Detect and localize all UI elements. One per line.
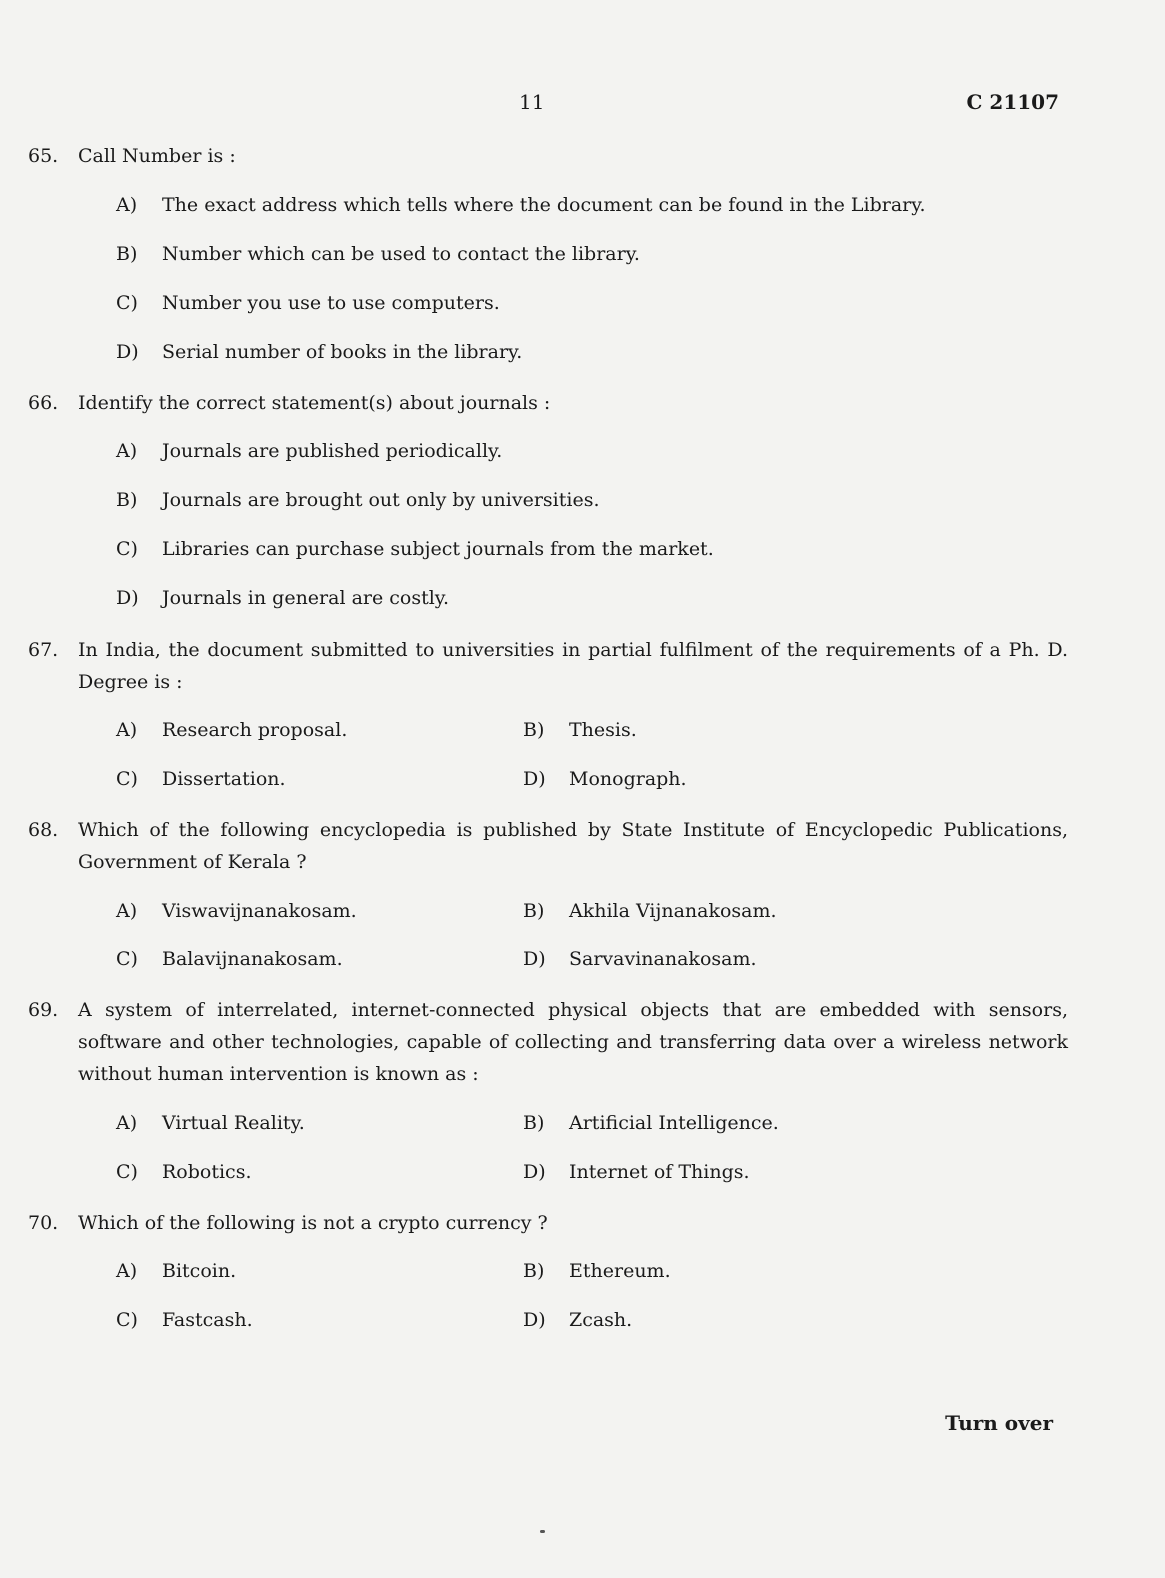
option-d: [523, 945, 757, 973]
question-text: In India, the document submitted to universities in partial fulfilment of the requirements of a Ph. D. Degree is :: [78, 639, 1068, 693]
option-letter: A): [116, 1260, 138, 1282]
question-number: 66.: [28, 392, 59, 414]
question-text: Which of the following is not a crypto currency ?: [78, 1212, 548, 1234]
question-68: [28, 814, 1068, 878]
option-text: Number you use to use computers.: [162, 292, 500, 314]
option-letter: B): [116, 243, 138, 265]
option-letter: B): [116, 489, 138, 511]
option-text: Akhila Vijnanakosam.: [569, 900, 777, 922]
option-letter: C): [116, 1309, 138, 1331]
option-c: [116, 945, 343, 973]
option-letter: D): [523, 948, 546, 970]
question-66: [28, 387, 1068, 419]
option-text: Journals in general are costly.: [162, 587, 450, 609]
option-c: [116, 765, 286, 793]
option-letter: C): [116, 768, 138, 790]
option-letter: D): [523, 1161, 546, 1183]
question-70: [28, 1207, 1068, 1239]
option-d: [523, 1306, 632, 1334]
question-number: 67.: [28, 639, 59, 661]
option-text: Ethereum.: [569, 1260, 671, 1282]
option-text: Dissertation.: [162, 768, 286, 790]
option-letter: B): [523, 719, 545, 741]
option-c: [116, 535, 714, 563]
option-a: [116, 716, 347, 744]
option-text: Zcash.: [569, 1309, 633, 1331]
question-text: Identify the correct statement(s) about journals :: [78, 392, 551, 414]
option-b: [523, 897, 777, 925]
option-text: Serial number of books in the library.: [162, 341, 523, 363]
option-letter: C): [116, 292, 138, 314]
option-letter: D): [116, 341, 139, 363]
option-b: [523, 1257, 671, 1285]
question-number: 68.: [28, 819, 59, 841]
option-text: Bitcoin.: [162, 1260, 237, 1282]
option-letter: B): [523, 1260, 545, 1282]
option-text: Number which can be used to contact the library.: [162, 243, 640, 265]
page-number: 11: [519, 90, 545, 114]
option-text: The exact address which tells where the document can be found in the Library.: [162, 194, 926, 216]
option-a: [116, 1257, 236, 1285]
option-c: [116, 289, 500, 317]
question-number: 69.: [28, 999, 59, 1021]
option-c: [116, 1306, 253, 1334]
option-text: Balavijnanakosam.: [162, 948, 343, 970]
question-text: Which of the following encyclopedia is published by State Institute of Encyclopedic Publications, Government of Kerala ?: [78, 819, 1068, 873]
option-text: Fastcash.: [162, 1309, 253, 1331]
option-text: Viswavijnanakosam.: [162, 900, 357, 922]
option-text: Research proposal.: [162, 719, 348, 741]
option-b: [116, 486, 600, 514]
option-b: [116, 240, 640, 268]
option-text: Robotics.: [162, 1161, 252, 1183]
option-a: [116, 437, 502, 465]
option-d: [116, 584, 449, 612]
question-text: A system of interrelated, internet-connected physical objects that are embedded with sensors, software and other technologies, capable of collecting and transferring data over a wireless network without human intervention is known as :: [78, 999, 1068, 1085]
question-67: [28, 634, 1068, 698]
question-number: 70.: [28, 1212, 59, 1234]
option-letter: A): [116, 194, 138, 216]
option-text: Monograph.: [569, 768, 687, 790]
option-d: [523, 765, 687, 793]
option-letter: D): [523, 768, 546, 790]
question-number: 65.: [28, 145, 59, 167]
option-b: [523, 1109, 779, 1137]
paper-code: C 21107: [966, 90, 1059, 114]
option-letter: A): [116, 1112, 138, 1134]
option-text: Internet of Things.: [569, 1161, 750, 1183]
option-letter: D): [116, 587, 139, 609]
option-letter: B): [523, 1112, 545, 1134]
option-text: Journals are published periodically.: [162, 440, 503, 462]
option-text: Journals are brought out only by universities.: [162, 489, 600, 511]
option-text: Sarvavinanakosam.: [569, 948, 757, 970]
option-d: [523, 1158, 750, 1186]
option-text: Thesis.: [569, 719, 637, 741]
option-letter: B): [523, 900, 545, 922]
print-speck: [540, 1530, 545, 1533]
option-letter: C): [116, 1161, 138, 1183]
option-c: [116, 1158, 252, 1186]
option-letter: A): [116, 440, 138, 462]
option-d: [116, 338, 522, 366]
option-a: [116, 191, 926, 219]
question-69: [28, 994, 1068, 1090]
option-letter: A): [116, 900, 138, 922]
question-text: Call Number is :: [78, 145, 236, 167]
option-letter: D): [523, 1309, 546, 1331]
option-text: Virtual Reality.: [162, 1112, 305, 1134]
option-a: [116, 1109, 305, 1137]
question-65: [28, 140, 1068, 172]
option-text: Libraries can purchase subject journals from the market.: [162, 538, 714, 560]
turn-over-note: Turn over: [945, 1411, 1053, 1435]
option-text: Artificial Intelligence.: [569, 1112, 779, 1134]
option-a: [116, 897, 357, 925]
option-letter: C): [116, 948, 138, 970]
option-letter: A): [116, 719, 138, 741]
option-letter: C): [116, 538, 138, 560]
option-b: [523, 716, 637, 744]
